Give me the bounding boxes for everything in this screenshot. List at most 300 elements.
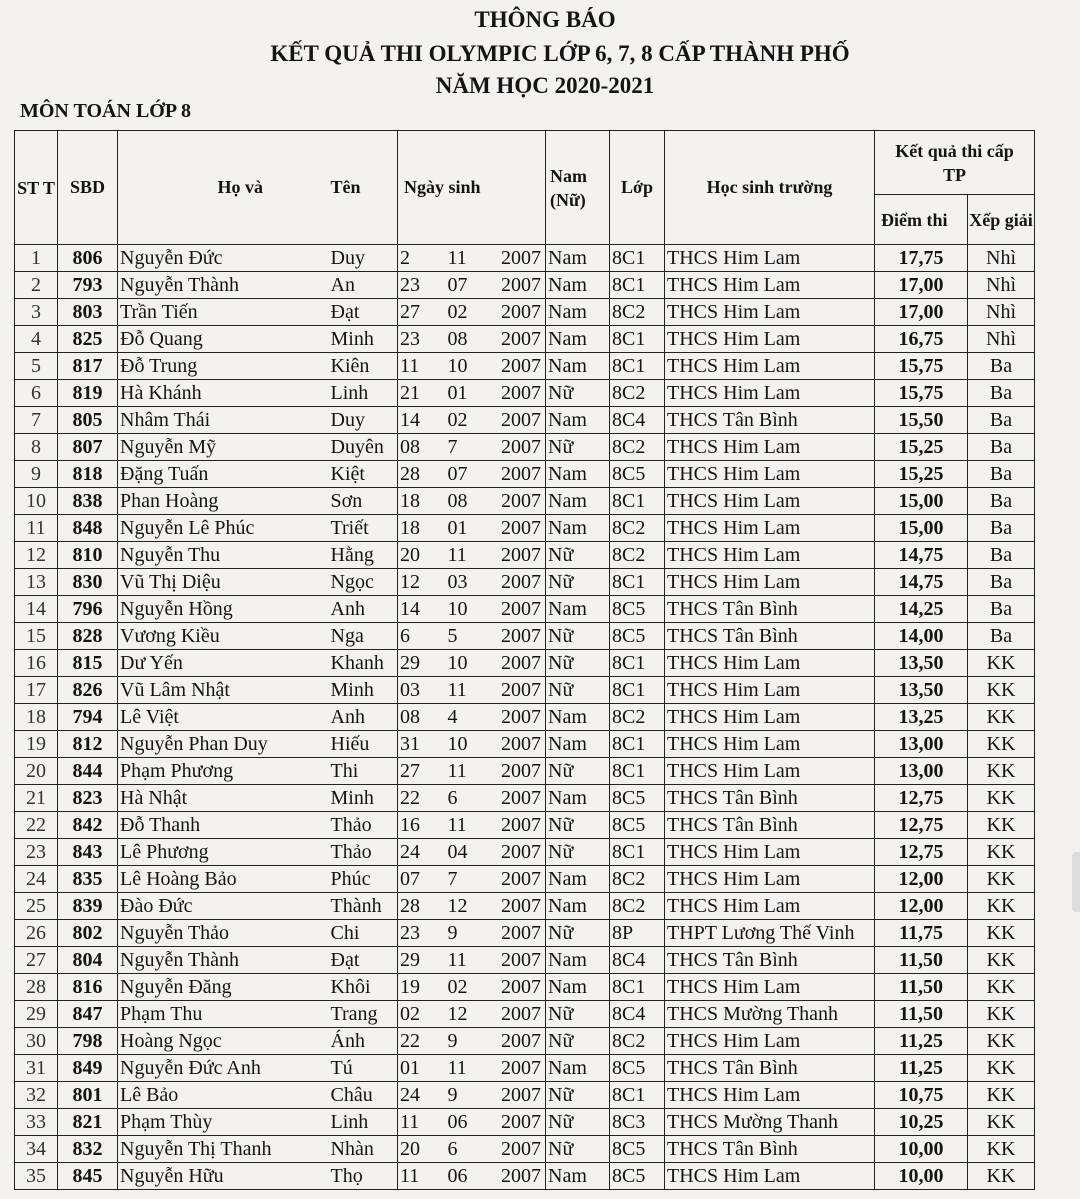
row-school: THCS Him Lam (665, 758, 875, 785)
row-prize: KK (968, 758, 1035, 785)
row-stt: 33 (15, 1109, 58, 1136)
row-year: 2007 (486, 380, 546, 407)
row-gender: Nữ (546, 380, 610, 407)
row-ho: Hà Khánh (118, 380, 323, 407)
row-class: 8C1 (610, 1082, 665, 1109)
row-ten: Châu (323, 1082, 398, 1109)
row-ten: Đạt (323, 947, 398, 974)
row-sbd: 823 (58, 785, 118, 812)
row-gender: Nữ (546, 1001, 610, 1028)
row-year: 2007 (486, 1109, 546, 1136)
table-row (15, 785, 1035, 812)
row-score: 12,00 (875, 866, 968, 893)
row-school: THCS Him Lam (665, 704, 875, 731)
row-day: 03 (398, 677, 442, 704)
row-school: THCS Him Lam (665, 326, 875, 353)
row-month: 07 (442, 461, 486, 488)
row-stt: 21 (15, 785, 58, 812)
table-row (15, 380, 1035, 407)
row-prize: Ba (968, 353, 1035, 380)
row-gender: Nam (546, 326, 610, 353)
table-row (15, 1028, 1035, 1055)
row-year: 2007 (486, 272, 546, 299)
row-school: THCS Him Lam (665, 299, 875, 326)
row-ten: Minh (323, 326, 398, 353)
header-xep: Xếp giải (968, 195, 1035, 245)
row-year: 2007 (486, 623, 546, 650)
header-sbd: SBD (58, 131, 118, 245)
row-ten: An (323, 272, 398, 299)
row-ten: Ngọc (323, 569, 398, 596)
row-gender: Nam (546, 461, 610, 488)
row-day: 11 (398, 1163, 442, 1190)
row-score: 15,25 (875, 461, 968, 488)
row-sbd: 804 (58, 947, 118, 974)
table-row (15, 515, 1035, 542)
row-ho: Nguyễn Thu (118, 542, 323, 569)
row-class: 8C1 (610, 650, 665, 677)
table-row (15, 488, 1035, 515)
row-sbd: 810 (58, 542, 118, 569)
row-ten: Chi (323, 920, 398, 947)
row-score: 11,50 (875, 947, 968, 974)
row-school: THCS Him Lam (665, 731, 875, 758)
table-row (15, 461, 1035, 488)
row-ho: Dư Yến (118, 650, 323, 677)
notice-title: THÔNG BÁO (474, 7, 616, 32)
row-prize: KK (968, 947, 1035, 974)
row-gender: Nữ (546, 434, 610, 461)
row-sbd: 816 (58, 974, 118, 1001)
row-month: 4 (442, 704, 486, 731)
row-day: 23 (398, 272, 442, 299)
row-gender: Nam (546, 1055, 610, 1082)
table-row (15, 947, 1035, 974)
row-school: THCS Mường Thanh (665, 1001, 875, 1028)
row-prize: Ba (968, 380, 1035, 407)
row-sbd: 817 (58, 353, 118, 380)
row-school: THCS Him Lam (665, 272, 875, 299)
row-year: 2007 (486, 1163, 546, 1190)
row-prize: KK (968, 866, 1035, 893)
row-gender: Nữ (546, 623, 610, 650)
row-school: THCS Him Lam (665, 893, 875, 920)
table-row (15, 1136, 1035, 1163)
row-prize: Nhì (968, 245, 1035, 272)
row-school: THCS Him Lam (665, 677, 875, 704)
row-day: 24 (398, 839, 442, 866)
row-month: 12 (442, 1001, 486, 1028)
row-month: 6 (442, 1136, 486, 1163)
row-ten: Anh (323, 596, 398, 623)
row-prize: KK (968, 1136, 1035, 1163)
row-ho: Nguyễn Hữu (118, 1163, 323, 1190)
row-sbd: 794 (58, 704, 118, 731)
row-gender: Nữ (546, 839, 610, 866)
row-school: THCS Tân Bình (665, 1055, 875, 1082)
row-stt: 24 (15, 866, 58, 893)
table-row (15, 326, 1035, 353)
row-school: THCS Him Lam (665, 434, 875, 461)
row-school: THCS Him Lam (665, 1028, 875, 1055)
table-row (15, 1163, 1035, 1190)
row-school: THCS Him Lam (665, 515, 875, 542)
row-day: 18 (398, 488, 442, 515)
row-gender: Nữ (546, 650, 610, 677)
row-day: 02 (398, 1001, 442, 1028)
row-gender: Nữ (546, 1109, 610, 1136)
row-prize: Ba (968, 488, 1035, 515)
row-day: 29 (398, 650, 442, 677)
row-school: THCS Him Lam (665, 380, 875, 407)
row-school: THCS Him Lam (665, 245, 875, 272)
row-prize: Ba (968, 407, 1035, 434)
row-day: 23 (398, 920, 442, 947)
row-gender: Nam (546, 515, 610, 542)
table-row (15, 1001, 1035, 1028)
row-stt: 8 (15, 434, 58, 461)
row-day: 14 (398, 596, 442, 623)
row-day: 28 (398, 893, 442, 920)
table-row (15, 1082, 1035, 1109)
row-year: 2007 (486, 947, 546, 974)
row-class: 8C1 (610, 677, 665, 704)
row-score: 15,75 (875, 380, 968, 407)
row-day: 31 (398, 731, 442, 758)
row-stt: 22 (15, 812, 58, 839)
row-class: 8C5 (610, 812, 665, 839)
row-class: 8C2 (610, 866, 665, 893)
table-row (15, 731, 1035, 758)
row-ho: Trần Tiến (118, 299, 323, 326)
header-stt: ST T (15, 131, 58, 245)
row-score: 17,00 (875, 272, 968, 299)
row-ho: Lê Bảo (118, 1082, 323, 1109)
row-month: 10 (442, 353, 486, 380)
row-year: 2007 (486, 515, 546, 542)
row-class: 8C1 (610, 839, 665, 866)
row-class: 8C4 (610, 947, 665, 974)
row-ho: Hà Nhật (118, 785, 323, 812)
row-ten: Minh (323, 677, 398, 704)
row-day: 19 (398, 974, 442, 1001)
row-score: 12,75 (875, 812, 968, 839)
table-row (15, 542, 1035, 569)
row-day: 11 (398, 353, 442, 380)
row-gender: Nam (546, 866, 610, 893)
table-row (15, 893, 1035, 920)
row-gender: Nữ (546, 1136, 610, 1163)
row-class: 8C1 (610, 353, 665, 380)
row-gender: Nữ (546, 1082, 610, 1109)
row-stt: 23 (15, 839, 58, 866)
table-row (15, 650, 1035, 677)
row-month: 12 (442, 893, 486, 920)
row-prize: KK (968, 677, 1035, 704)
row-sbd: 821 (58, 1109, 118, 1136)
row-year: 2007 (486, 326, 546, 353)
row-ten: Ánh (323, 1028, 398, 1055)
row-year: 2007 (486, 1028, 546, 1055)
row-gender: Nam (546, 974, 610, 1001)
row-ten: Kiên (323, 353, 398, 380)
row-month: 10 (442, 650, 486, 677)
table-row (15, 245, 1035, 272)
row-sbd: 807 (58, 434, 118, 461)
row-day: 27 (398, 758, 442, 785)
row-score: 15,00 (875, 515, 968, 542)
row-stt: 14 (15, 596, 58, 623)
row-stt: 2 (15, 272, 58, 299)
row-year: 2007 (486, 920, 546, 947)
row-class: 8C3 (610, 1109, 665, 1136)
row-score: 10,75 (875, 1082, 968, 1109)
row-day: 2 (398, 245, 442, 272)
row-ho: Nguyễn Đức Anh (118, 1055, 323, 1082)
table-row (15, 758, 1035, 785)
row-sbd: 805 (58, 407, 118, 434)
row-year: 2007 (486, 542, 546, 569)
row-year: 2007 (486, 650, 546, 677)
row-month: 07 (442, 272, 486, 299)
row-prize: KK (968, 704, 1035, 731)
row-prize: KK (968, 812, 1035, 839)
row-gender: Nam (546, 731, 610, 758)
row-sbd: 838 (58, 488, 118, 515)
row-gender: Nam (546, 785, 610, 812)
row-prize: Ba (968, 461, 1035, 488)
row-class: 8C5 (610, 1136, 665, 1163)
row-stt: 12 (15, 542, 58, 569)
row-sbd: 825 (58, 326, 118, 353)
row-gender: Nam (546, 704, 610, 731)
row-prize: Ba (968, 434, 1035, 461)
row-year: 2007 (486, 1055, 546, 1082)
row-gender: Nữ (546, 542, 610, 569)
row-day: 20 (398, 542, 442, 569)
row-gender: Nam (546, 1163, 610, 1190)
row-score: 11,25 (875, 1028, 968, 1055)
row-score: 13,50 (875, 677, 968, 704)
row-month: 10 (442, 596, 486, 623)
row-school: THCS Mường Thanh (665, 1109, 875, 1136)
row-stt: 34 (15, 1136, 58, 1163)
row-stt: 26 (15, 920, 58, 947)
row-gender: Nam (546, 299, 610, 326)
row-stt: 7 (15, 407, 58, 434)
row-ho: Nguyễn Thành (118, 272, 323, 299)
table-row (15, 677, 1035, 704)
row-stt: 30 (15, 1028, 58, 1055)
row-gender: Nam (546, 488, 610, 515)
row-day: 23 (398, 326, 442, 353)
row-month: 11 (442, 812, 486, 839)
row-stt: 19 (15, 731, 58, 758)
row-ten: Hằng (323, 542, 398, 569)
row-score: 14,75 (875, 569, 968, 596)
row-day: 11 (398, 1109, 442, 1136)
row-score: 13,50 (875, 650, 968, 677)
row-ho: Vương Kiều (118, 623, 323, 650)
row-month: 11 (442, 947, 486, 974)
row-stt: 29 (15, 1001, 58, 1028)
row-month: 11 (442, 1055, 486, 1082)
row-ten: Đạt (323, 299, 398, 326)
row-prize: KK (968, 1082, 1035, 1109)
row-class: 8C2 (610, 380, 665, 407)
row-school: THCS Him Lam (665, 1082, 875, 1109)
row-gender: Nam (546, 947, 610, 974)
row-school: THCS Him Lam (665, 542, 875, 569)
row-day: 22 (398, 785, 442, 812)
row-prize: KK (968, 974, 1035, 1001)
table-row (15, 596, 1035, 623)
row-day: 6 (398, 623, 442, 650)
table-row (15, 812, 1035, 839)
row-ho: Đỗ Trung (118, 353, 323, 380)
row-day: 01 (398, 1055, 442, 1082)
row-class: 8C1 (610, 272, 665, 299)
row-score: 11,75 (875, 920, 968, 947)
row-stt: 11 (15, 515, 58, 542)
row-month: 11 (442, 542, 486, 569)
row-sbd: 798 (58, 1028, 118, 1055)
row-ho: Nhâm Thái (118, 407, 323, 434)
row-score: 10,25 (875, 1109, 968, 1136)
row-class: 8C4 (610, 407, 665, 434)
row-ten: Nga (323, 623, 398, 650)
row-class: 8C2 (610, 515, 665, 542)
row-sbd: 815 (58, 650, 118, 677)
row-prize: Ba (968, 515, 1035, 542)
row-school: THCS Him Lam (665, 353, 875, 380)
row-ho: Nguyễn Đăng (118, 974, 323, 1001)
table-row (15, 299, 1035, 326)
row-prize: KK (968, 731, 1035, 758)
row-class: 8C4 (610, 1001, 665, 1028)
table-row (15, 1109, 1035, 1136)
row-ho: Nguyễn Lê Phúc (118, 515, 323, 542)
row-ten: Khanh (323, 650, 398, 677)
row-day: 18 (398, 515, 442, 542)
header-diem: Điểm thi (875, 195, 968, 245)
row-ho: Đặng Tuấn (118, 461, 323, 488)
row-school: THCS Tân Bình (665, 947, 875, 974)
row-score: 15,25 (875, 434, 968, 461)
row-ten: Duy (323, 407, 398, 434)
row-stt: 15 (15, 623, 58, 650)
table-row (15, 353, 1035, 380)
row-school: THCS Him Lam (665, 974, 875, 1001)
row-gender: Nam (546, 245, 610, 272)
row-sbd: 819 (58, 380, 118, 407)
row-month: 02 (442, 299, 486, 326)
row-month: 06 (442, 1109, 486, 1136)
row-prize: KK (968, 1001, 1035, 1028)
row-year: 2007 (486, 407, 546, 434)
row-gender: Nam (546, 353, 610, 380)
header-truong: Học sinh trường (665, 131, 875, 245)
row-score: 14,25 (875, 596, 968, 623)
row-stt: 4 (15, 326, 58, 353)
row-year: 2007 (486, 488, 546, 515)
row-school: THCS Tân Bình (665, 785, 875, 812)
row-prize: Nhì (968, 272, 1035, 299)
row-stt: 1 (15, 245, 58, 272)
results-table (14, 130, 1035, 1190)
row-year: 2007 (486, 704, 546, 731)
row-class: 8C1 (610, 974, 665, 1001)
row-class: 8C5 (610, 1055, 665, 1082)
row-school: THCS Him Lam (665, 569, 875, 596)
row-stt: 32 (15, 1082, 58, 1109)
row-year: 2007 (486, 596, 546, 623)
row-gender: Nam (546, 272, 610, 299)
row-month: 04 (442, 839, 486, 866)
row-month: 08 (442, 326, 486, 353)
row-stt: 25 (15, 893, 58, 920)
row-ho: Phan Hoàng (118, 488, 323, 515)
row-ten: Trang (323, 1001, 398, 1028)
row-day: 07 (398, 866, 442, 893)
row-ho: Nguyễn Thảo (118, 920, 323, 947)
row-stt: 35 (15, 1163, 58, 1190)
row-class: 8C2 (610, 299, 665, 326)
school-year: NĂM HỌC 2020-2021 (435, 73, 655, 98)
table-row (15, 974, 1035, 1001)
row-year: 2007 (486, 758, 546, 785)
row-ten: Phúc (323, 866, 398, 893)
row-school: THPT Lương Thế Vinh (665, 920, 875, 947)
row-gender: Nữ (546, 1028, 610, 1055)
row-year: 2007 (486, 974, 546, 1001)
row-school: THCS Tân Bình (665, 623, 875, 650)
row-class: 8C5 (610, 623, 665, 650)
row-sbd: 843 (58, 839, 118, 866)
row-day: 08 (398, 434, 442, 461)
row-score: 13,25 (875, 704, 968, 731)
row-score: 12,75 (875, 839, 968, 866)
row-score: 15,75 (875, 353, 968, 380)
table-row (15, 1055, 1035, 1082)
row-prize: KK (968, 650, 1035, 677)
row-school: THCS Tân Bình (665, 1136, 875, 1163)
table-row (15, 704, 1035, 731)
header-ket-qua: Kết quả thi cấp TP (875, 131, 1035, 195)
row-day: 08 (398, 704, 442, 731)
row-prize: Ba (968, 623, 1035, 650)
row-school: THCS Him Lam (665, 866, 875, 893)
row-sbd: 803 (58, 299, 118, 326)
row-stt: 16 (15, 650, 58, 677)
header-ten: Tên (323, 131, 398, 245)
row-ten: Minh (323, 785, 398, 812)
row-school: THCS Him Lam (665, 650, 875, 677)
row-sbd: 818 (58, 461, 118, 488)
row-sbd: 847 (58, 1001, 118, 1028)
row-month: 9 (442, 1028, 486, 1055)
row-stt: 28 (15, 974, 58, 1001)
row-score: 17,75 (875, 245, 968, 272)
row-ten: Thi (323, 758, 398, 785)
row-school: THCS Him Lam (665, 488, 875, 515)
row-year: 2007 (486, 812, 546, 839)
row-class: 8C2 (610, 893, 665, 920)
row-ho: Vũ Lâm Nhật (118, 677, 323, 704)
row-ho: Đào Đức (118, 893, 323, 920)
row-prize: Ba (968, 542, 1035, 569)
scroll-tab[interactable] (1072, 852, 1080, 912)
